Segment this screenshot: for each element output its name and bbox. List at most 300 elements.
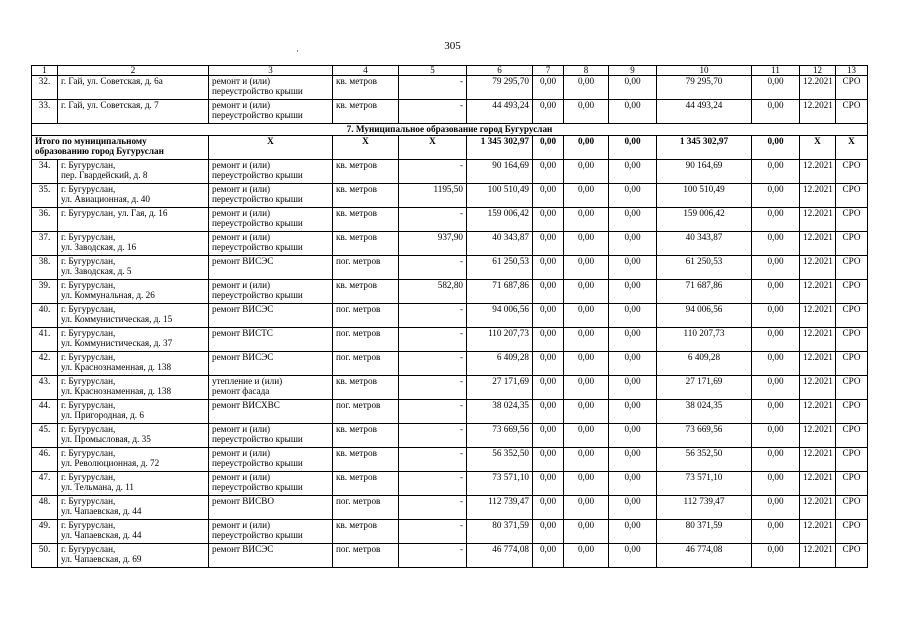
col8-cell: 0,00 — [564, 472, 609, 496]
column-number: 10 — [657, 66, 752, 76]
address-cell-line: г. Бугуруслан, — [61, 256, 116, 266]
address-cell — [58, 400, 209, 424]
col9-cell: 0,00 — [609, 208, 657, 232]
table-row — [32, 352, 868, 376]
work-type-cell — [209, 280, 333, 304]
date-cell: 12.2021 — [800, 376, 836, 400]
cost-cell: 100 510,49 — [467, 184, 533, 208]
col11-cell: 0,00 — [752, 328, 800, 352]
work-type-cell-line: ремонт ВИСЭС — [212, 352, 274, 362]
address-cell-line: г. Бугуруслан, — [61, 544, 116, 554]
cost-cell: 40 343,87 — [467, 232, 533, 256]
method-cell: СРО — [836, 208, 868, 232]
volume-cell: - — [399, 424, 467, 448]
col8-cell: 0,00 — [564, 280, 609, 304]
work-type-cell — [209, 232, 333, 256]
date-cell: 12.2021 — [800, 232, 836, 256]
col7-cell: 0,00 — [533, 232, 564, 256]
col11-cell: 0,00 — [752, 472, 800, 496]
volume-cell: - — [399, 100, 467, 124]
address-cell — [58, 520, 209, 544]
address-cell-line: ул. Пригородная, д. 6 — [61, 410, 144, 421]
col8-cell: 0,00 — [564, 448, 609, 472]
work-type-cell — [209, 376, 333, 400]
date-cell: 12.2021 — [800, 328, 836, 352]
work-type-cell-line: ремонт и (или) — [212, 232, 271, 242]
address-cell-line: г. Бугуруслан, — [61, 448, 116, 458]
address-cell — [58, 280, 209, 304]
address-cell-line: ул. Революционная, д. 72 — [61, 458, 160, 469]
unit-cell: кв. метров — [333, 424, 399, 448]
col9-cell: 0,00 — [609, 496, 657, 520]
column-number: 1 — [32, 66, 58, 76]
address-cell — [58, 256, 209, 280]
volume-cell: 1195,50 — [399, 184, 467, 208]
table-row — [32, 472, 868, 496]
volume-cell: - — [399, 208, 467, 232]
col7-cell: 0,00 — [533, 184, 564, 208]
work-type-cell-line: переустройство крыши — [212, 170, 303, 181]
volume-cell: - — [399, 520, 467, 544]
col7-cell: 0,00 — [533, 520, 564, 544]
col9-cell: 0,00 — [609, 76, 657, 100]
address-cell — [58, 160, 209, 184]
cost-cell: 90 164,69 — [467, 160, 533, 184]
date-cell: 12.2021 — [800, 448, 836, 472]
col10-cell: 73 669,56 — [657, 424, 752, 448]
table-row — [32, 544, 868, 568]
work-type-cell-line: переустройство крыши — [212, 530, 303, 541]
volume-cell: - — [399, 160, 467, 184]
date-cell: 12.2021 — [800, 256, 836, 280]
col9-cell: 0,00 — [609, 352, 657, 376]
volume-cell: - — [399, 376, 467, 400]
col7-cell: 0,00 — [533, 304, 564, 328]
row-number: 45. — [32, 424, 58, 448]
column-number: 7 — [533, 66, 564, 76]
col11-cell: 0,00 — [752, 208, 800, 232]
col10-cell: 44 493,24 — [657, 100, 752, 124]
cost-cell: 159 006,42 — [467, 208, 533, 232]
work-type-cell-line: ремонт и (или) — [212, 76, 271, 86]
col9-cell: 0,00 — [609, 304, 657, 328]
col11-cell: 0,00 — [752, 400, 800, 424]
col9-cell: 0,00 — [609, 400, 657, 424]
work-type-cell-line: ремонт ВИСВО — [212, 496, 274, 506]
row-number: 49. — [32, 520, 58, 544]
unit-cell: пог. метров — [333, 496, 399, 520]
unit-cell: пог. метров — [333, 256, 399, 280]
column-number-row — [32, 66, 868, 76]
address-cell-line: ул. Тельмана, д. 11 — [61, 482, 135, 493]
total-cost: 1 345 302,97 — [467, 136, 533, 160]
unit-cell: кв. метров — [333, 520, 399, 544]
row-number: 35. — [32, 184, 58, 208]
table-row — [32, 76, 868, 100]
col9-cell: 0,00 — [609, 328, 657, 352]
column-number: 2 — [58, 66, 209, 76]
cost-cell: 73 571,10 — [467, 472, 533, 496]
work-type-cell-line: ремонт ВИСЭС — [212, 544, 274, 554]
cost-cell: 112 739,47 — [467, 496, 533, 520]
page-number: 305 — [444, 40, 461, 52]
column-number: 12 — [800, 66, 836, 76]
row-number: 36. — [32, 208, 58, 232]
work-type-cell-line: переустройство крыши — [212, 194, 303, 205]
col11-cell: 0,00 — [752, 304, 800, 328]
unit-cell: кв. метров — [333, 280, 399, 304]
work-type-cell — [209, 160, 333, 184]
cost-cell: 56 352,50 — [467, 448, 533, 472]
col11-cell: 0,00 — [752, 448, 800, 472]
method-cell: СРО — [836, 424, 868, 448]
address-cell — [58, 424, 209, 448]
address-cell-line: ул. Авиационная, д. 40 — [61, 194, 150, 205]
column-number: 9 — [609, 66, 657, 76]
volume-cell: - — [399, 448, 467, 472]
address-cell — [58, 304, 209, 328]
address-cell-line: г. Бугуруслан, — [61, 352, 116, 362]
cost-cell: 94 006,56 — [467, 304, 533, 328]
address-cell-line: ул. Чапаевская, д. 44 — [61, 530, 142, 541]
col11-cell: 0,00 — [752, 256, 800, 280]
col10-cell: 100 510,49 — [657, 184, 752, 208]
work-type-cell-line: ремонт ВИСТС — [212, 328, 273, 338]
work-type-cell-line: утепление и (или) — [212, 376, 283, 386]
volume-cell: 937,90 — [399, 232, 467, 256]
cost-cell: 71 687,86 — [467, 280, 533, 304]
col11-cell: 0,00 — [752, 76, 800, 100]
method-cell: СРО — [836, 496, 868, 520]
col10-cell: 46 774,08 — [657, 544, 752, 568]
column-number: 3 — [209, 66, 333, 76]
volume-cell: - — [399, 496, 467, 520]
col7-cell: 0,00 — [533, 352, 564, 376]
work-type-cell — [209, 544, 333, 568]
table-row — [32, 280, 868, 304]
total-x5: X — [399, 136, 467, 160]
work-type-cell-line: переустройство крыши — [212, 218, 303, 229]
col10-cell: 71 687,86 — [657, 280, 752, 304]
method-cell: СРО — [836, 544, 868, 568]
cost-cell: 80 371,59 — [467, 520, 533, 544]
table-row — [32, 184, 868, 208]
address-cell — [58, 472, 209, 496]
address-cell-line: г. Бугуруслан, — [61, 304, 116, 314]
total-col9: 0,00 — [609, 136, 657, 160]
unit-cell: пог. метров — [333, 400, 399, 424]
work-type-cell — [209, 496, 333, 520]
work-type-cell-line: ремонт и (или) — [212, 424, 271, 434]
address-cell-line: ул. Коммунальная, д. 26 — [61, 290, 155, 301]
col11-cell: 0,00 — [752, 376, 800, 400]
total-col11: 0,00 — [752, 136, 800, 160]
table-row — [32, 448, 868, 472]
col7-cell: 0,00 — [533, 280, 564, 304]
method-cell: СРО — [836, 184, 868, 208]
date-cell: 12.2021 — [800, 400, 836, 424]
col11-cell: 0,00 — [752, 184, 800, 208]
work-type-cell-line: переустройство крыши — [212, 482, 303, 493]
col11-cell: 0,00 — [752, 352, 800, 376]
cost-cell: 73 669,56 — [467, 424, 533, 448]
volume-cell: - — [399, 544, 467, 568]
date-cell: 12.2021 — [800, 304, 836, 328]
col7-cell: 0,00 — [533, 496, 564, 520]
col11-cell: 0,00 — [752, 232, 800, 256]
volume-cell: - — [399, 472, 467, 496]
address-cell-line: ул. Коммунистическая, д. 15 — [61, 314, 173, 325]
col10-cell: 90 164,69 — [657, 160, 752, 184]
address-cell-line: г. Бугуруслан, — [61, 520, 116, 530]
address-cell — [58, 76, 209, 100]
address-cell — [58, 232, 209, 256]
volume-cell: - — [399, 76, 467, 100]
col8-cell: 0,00 — [564, 208, 609, 232]
table-row — [32, 256, 868, 280]
address-cell-line: ул. Заводская, д. 16 — [61, 242, 137, 253]
col8-cell: 0,00 — [564, 544, 609, 568]
date-cell: 12.2021 — [800, 496, 836, 520]
col7-cell: 0,00 — [533, 400, 564, 424]
table-row — [32, 304, 868, 328]
method-cell: СРО — [836, 76, 868, 100]
address-cell-line: ул. Заводская, д. 5 — [61, 266, 132, 277]
work-type-cell — [209, 424, 333, 448]
total-label — [32, 136, 209, 160]
col9-cell: 0,00 — [609, 448, 657, 472]
address-cell — [58, 208, 209, 232]
address-cell — [58, 184, 209, 208]
total-col8: 0,00 — [564, 136, 609, 160]
date-cell: 12.2021 — [800, 424, 836, 448]
date-cell: 12.2021 — [800, 208, 836, 232]
col8-cell: 0,00 — [564, 184, 609, 208]
address-cell-line: г. Бугуруслан, — [61, 232, 116, 242]
row-number: 40. — [32, 304, 58, 328]
row-number: 39. — [32, 280, 58, 304]
column-number: 5 — [399, 66, 467, 76]
col9-cell: 0,00 — [609, 520, 657, 544]
method-cell: СРО — [836, 280, 868, 304]
address-cell — [58, 376, 209, 400]
unit-cell: кв. метров — [333, 472, 399, 496]
volume-cell: - — [399, 352, 467, 376]
volume-cell: - — [399, 256, 467, 280]
cost-cell: 61 250,53 — [467, 256, 533, 280]
column-number: 4 — [333, 66, 399, 76]
unit-cell: пог. метров — [333, 352, 399, 376]
col7-cell: 0,00 — [533, 472, 564, 496]
work-type-cell-line: переустройство крыши — [212, 86, 303, 97]
col8-cell: 0,00 — [564, 76, 609, 100]
volume-cell: - — [399, 304, 467, 328]
work-type-cell — [209, 472, 333, 496]
address-cell-line: г. Бугуруслан, — [61, 472, 116, 482]
work-type-cell-line: ремонт фасада — [212, 386, 270, 397]
col8-cell: 0,00 — [564, 352, 609, 376]
column-number: 11 — [752, 66, 800, 76]
date-cell: 12.2021 — [800, 160, 836, 184]
total-x13: X — [836, 136, 868, 160]
cost-cell: 27 171,69 — [467, 376, 533, 400]
row-number: 37. — [32, 232, 58, 256]
col8-cell: 0,00 — [564, 520, 609, 544]
col7-cell: 0,00 — [533, 256, 564, 280]
address-cell — [58, 328, 209, 352]
method-cell: СРО — [836, 100, 868, 124]
col10-cell: 79 295,70 — [657, 76, 752, 100]
col8-cell: 0,00 — [564, 256, 609, 280]
address-cell-line: г. Бугуруслан, — [61, 160, 116, 170]
address-cell-line: г. Бугуруслан, — [61, 496, 116, 506]
col7-cell: 0,00 — [533, 424, 564, 448]
unit-cell: пог. метров — [333, 304, 399, 328]
row-number: 50. — [32, 544, 58, 568]
date-cell: 12.2021 — [800, 100, 836, 124]
date-cell: 12.2021 — [800, 544, 836, 568]
total-col10: 1 345 302,97 — [657, 136, 752, 160]
work-type-cell-line: переустройство крыши — [212, 458, 303, 469]
method-cell: СРО — [836, 328, 868, 352]
method-cell: СРО — [836, 400, 868, 424]
work-type-cell — [209, 208, 333, 232]
table-row — [32, 400, 868, 424]
method-cell: СРО — [836, 448, 868, 472]
cost-cell: 44 493,24 — [467, 100, 533, 124]
col8-cell: 0,00 — [564, 304, 609, 328]
col7-cell: 0,00 — [533, 160, 564, 184]
work-type-cell-line: ремонт ВИСХВС — [212, 400, 280, 410]
address-cell — [58, 100, 209, 124]
work-type-cell-line: ремонт и (или) — [212, 100, 271, 110]
row-number: 41. — [32, 328, 58, 352]
method-cell: СРО — [836, 520, 868, 544]
work-type-cell-line: ремонт и (или) — [212, 472, 271, 482]
row-number: 33. — [32, 100, 58, 124]
stray-dot: · — [296, 46, 299, 56]
volume-cell: - — [399, 328, 467, 352]
col9-cell: 0,00 — [609, 100, 657, 124]
table-row — [32, 100, 868, 124]
col8-cell: 0,00 — [564, 160, 609, 184]
unit-cell: кв. метров — [333, 160, 399, 184]
cost-cell: 79 295,70 — [467, 76, 533, 100]
row-number: 48. — [32, 496, 58, 520]
address-cell-line: г. Гай, ул. Советская, д. 6а — [61, 76, 163, 86]
work-type-cell — [209, 100, 333, 124]
work-type-cell — [209, 448, 333, 472]
address-cell-line: ул. Чапаевская, д. 69 — [61, 554, 142, 565]
row-number: 47. — [32, 472, 58, 496]
col8-cell: 0,00 — [564, 400, 609, 424]
work-type-cell — [209, 184, 333, 208]
method-cell: СРО — [836, 472, 868, 496]
address-cell-line: пер. Гвардейский, д. 8 — [61, 170, 148, 181]
unit-cell: кв. метров — [333, 448, 399, 472]
method-cell: СРО — [836, 232, 868, 256]
column-number: 8 — [564, 66, 609, 76]
work-type-cell — [209, 256, 333, 280]
work-type-cell-line: ремонт ВИСЭС — [212, 256, 274, 266]
col11-cell: 0,00 — [752, 544, 800, 568]
col9-cell: 0,00 — [609, 424, 657, 448]
work-type-cell — [209, 304, 333, 328]
total-x3: X — [209, 136, 333, 160]
col10-cell: 40 343,87 — [657, 232, 752, 256]
total-col7: 0,00 — [533, 136, 564, 160]
work-type-cell-line: ремонт и (или) — [212, 520, 271, 530]
col11-cell: 0,00 — [752, 496, 800, 520]
col11-cell: 0,00 — [752, 280, 800, 304]
col8-cell: 0,00 — [564, 328, 609, 352]
col7-cell: 0,00 — [533, 544, 564, 568]
col10-cell: 94 006,56 — [657, 304, 752, 328]
work-type-cell — [209, 520, 333, 544]
table-row — [32, 496, 868, 520]
date-cell: 12.2021 — [800, 76, 836, 100]
col8-cell: 0,00 — [564, 100, 609, 124]
address-cell-line: г. Бугуруслан, ул. Гая, д. 16 — [61, 208, 168, 218]
work-type-cell-line: ремонт и (или) — [212, 184, 271, 194]
date-cell: 12.2021 — [800, 280, 836, 304]
col9-cell: 0,00 — [609, 256, 657, 280]
row-number: 44. — [32, 400, 58, 424]
unit-cell: кв. метров — [333, 100, 399, 124]
col9-cell: 0,00 — [609, 472, 657, 496]
section-row — [32, 124, 868, 136]
col10-cell: 6 409,28 — [657, 352, 752, 376]
cost-cell: 46 774,08 — [467, 544, 533, 568]
date-cell: 12.2021 — [800, 352, 836, 376]
table-row — [32, 424, 868, 448]
cost-cell: 110 207,73 — [467, 328, 533, 352]
work-type-cell-line: ремонт ВИСЭС — [212, 304, 274, 314]
total-row — [32, 136, 868, 160]
address-cell-line: г. Бугуруслан, — [61, 400, 116, 410]
method-cell: СРО — [836, 304, 868, 328]
col10-cell: 38 024,35 — [657, 400, 752, 424]
col10-cell: 61 250,53 — [657, 256, 752, 280]
works-table — [31, 65, 868, 568]
col8-cell: 0,00 — [564, 232, 609, 256]
row-number: 38. — [32, 256, 58, 280]
unit-cell: пог. метров — [333, 328, 399, 352]
total-label-line: образованию город Бугуруслан — [35, 146, 164, 157]
table-row — [32, 328, 868, 352]
col7-cell: 0,00 — [533, 328, 564, 352]
col11-cell: 0,00 — [752, 160, 800, 184]
method-cell: СРО — [836, 160, 868, 184]
table-row — [32, 208, 868, 232]
col10-cell: 112 739,47 — [657, 496, 752, 520]
col8-cell: 0,00 — [564, 376, 609, 400]
address-cell-line: г. Бугуруслан, — [61, 184, 116, 194]
date-cell: 12.2021 — [800, 472, 836, 496]
unit-cell: пог. метров — [333, 544, 399, 568]
col10-cell: 27 171,69 — [657, 376, 752, 400]
row-number: 34. — [32, 160, 58, 184]
row-number: 43. — [32, 376, 58, 400]
address-cell-line: ул. Чапаевская, д. 44 — [61, 506, 142, 517]
work-type-cell-line: переустройство крыши — [212, 434, 303, 445]
work-type-cell-line: ремонт и (или) — [212, 280, 271, 290]
address-cell-line: г. Гай, ул. Советская, д. 7 — [61, 100, 159, 110]
row-number: 42. — [32, 352, 58, 376]
address-cell-line: г. Бугуруслан, — [61, 328, 116, 338]
work-type-cell-line: ремонт и (или) — [212, 208, 271, 218]
total-label-line: Итого по муниципальному — [35, 136, 147, 146]
